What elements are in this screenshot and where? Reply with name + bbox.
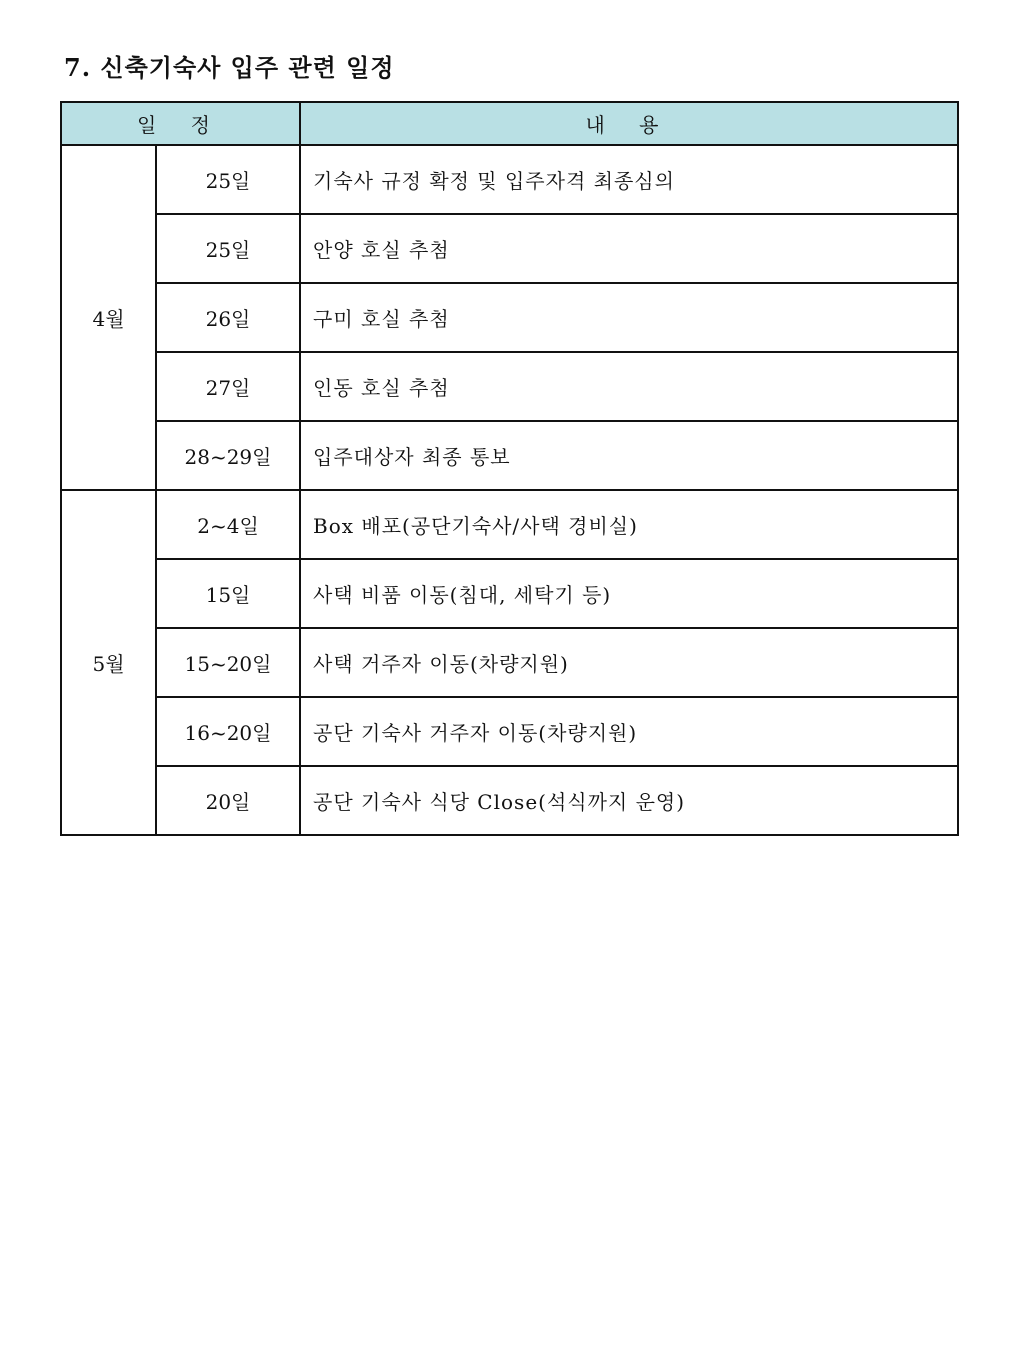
table-row: [61, 421, 958, 490]
day-cell: 25일: [156, 214, 300, 283]
day-cell: 26일: [156, 283, 300, 352]
content-cell: 사택 비품 이동(침대, 세탁기 등): [300, 559, 958, 628]
table-row: [61, 766, 958, 835]
content-cell: 공단 기숙사 거주자 이동(차량지원): [300, 697, 958, 766]
table-row: [61, 490, 958, 559]
table-header: [61, 102, 958, 145]
table-row: [61, 214, 958, 283]
content-cell: 사택 거주자 이동(차량지원): [300, 628, 958, 697]
day-cell: 25일: [156, 145, 300, 214]
table-row: [61, 283, 958, 352]
content-cell: 입주대상자 최종 통보: [300, 421, 958, 490]
table-row: [61, 559, 958, 628]
content-cell: 인동 호실 추첨: [300, 352, 958, 421]
day-cell: 28~29일: [156, 421, 300, 490]
content-cell: 공단 기숙사 식당 Close(석식까지 운영): [300, 766, 958, 835]
day-cell: 20일: [156, 766, 300, 835]
table-row: [61, 628, 958, 697]
day-cell: 27일: [156, 352, 300, 421]
month-cell-april: 4월: [61, 145, 156, 490]
day-cell: 2~4일: [156, 490, 300, 559]
content-cell: 안양 호실 추첨: [300, 214, 958, 283]
day-cell: 15~20일: [156, 628, 300, 697]
schedule-table: [60, 101, 959, 836]
table-body: [61, 145, 958, 835]
header-content: 내 용: [300, 102, 958, 145]
month-cell-may: 5월: [61, 490, 156, 835]
day-cell: 15일: [156, 559, 300, 628]
header-schedule: 일 정: [61, 102, 300, 145]
day-cell: 16~20일: [156, 697, 300, 766]
header-row: [61, 102, 958, 145]
content-cell: 구미 호실 추첨: [300, 283, 958, 352]
table-row: [61, 697, 958, 766]
table-row: [61, 352, 958, 421]
content-cell: 기숙사 규정 확정 및 입주자격 최종심의: [300, 145, 958, 214]
table-row: [61, 145, 958, 214]
section-title: 7. 신축기숙사 입주 관련 일정: [64, 53, 395, 82]
content-cell: Box 배포(공단기숙사/사택 경비실): [300, 490, 958, 559]
